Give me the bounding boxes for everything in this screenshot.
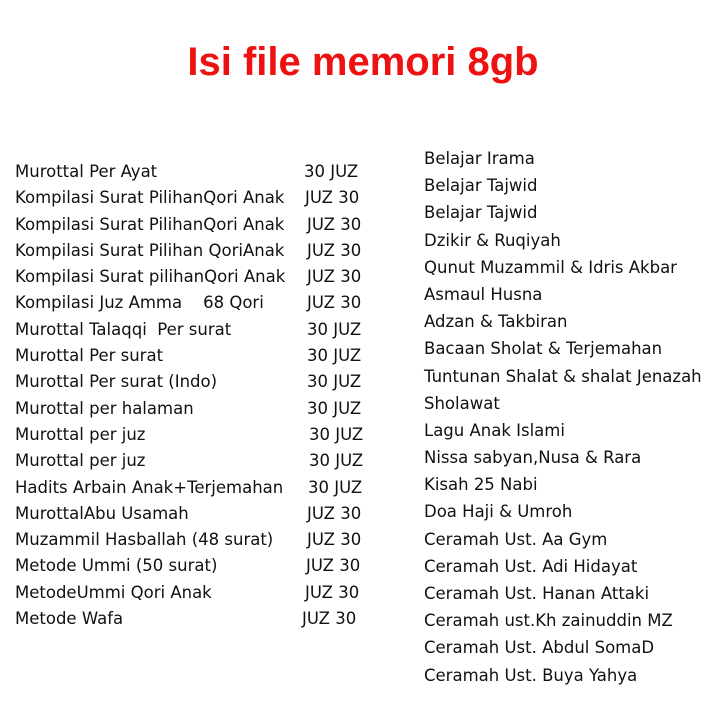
list-item	[15, 343, 395, 369]
list-item	[15, 159, 395, 185]
item-juz: 30 JUZ	[307, 372, 362, 392]
list-item: Asmaul Husna	[424, 284, 543, 304]
item-juz: 30 JUZ	[309, 424, 364, 444]
item-juz: 30 JUZ	[309, 451, 364, 471]
list-item	[15, 264, 395, 290]
list-item	[15, 422, 395, 448]
list-item: Belajar Tajwid	[424, 203, 538, 223]
list-item: Kisah 25 Nabi	[424, 475, 538, 495]
list-item	[15, 238, 395, 264]
item-name: Murottal Per Ayat	[15, 162, 158, 181]
list-item: Ceramah Ust. Buya Yahya	[424, 665, 638, 685]
murottal-list	[15, 159, 395, 632]
item-name: Murottal per juz	[15, 451, 146, 471]
item-name: Metode Wafa	[15, 609, 124, 629]
list-item: Sholawat	[424, 393, 500, 413]
item-juz: JUZ 30	[307, 293, 362, 313]
list-item: Belajar Tajwid	[424, 176, 538, 196]
item-juz: 30 JUZ	[307, 346, 362, 366]
list-item	[15, 606, 395, 632]
item-juz: 30 JUZ	[307, 398, 362, 418]
list-item: Ceramah Ust. Adi Hidayat	[424, 556, 638, 576]
list-item	[15, 448, 395, 474]
list-item	[15, 185, 395, 211]
item-name: Murottal Per surat (Indo)	[15, 372, 218, 392]
list-item: Ceramah Ust. Abdul SomaD	[424, 638, 655, 658]
item-juz: JUZ 30	[307, 240, 362, 260]
list-item	[15, 475, 395, 501]
item-juz: 30 JUZ	[304, 162, 359, 181]
item-juz: JUZ 30	[307, 503, 362, 523]
list-item: Belajar Irama	[424, 149, 535, 168]
item-name: Murottal Talaqqi Per surat	[15, 319, 232, 339]
list-item: Ceramah Ust. Aa Gym	[424, 529, 608, 549]
list-item: Ceramah ust.Kh zainuddin MZ	[424, 611, 673, 631]
item-juz: JUZ 30	[307, 267, 362, 287]
list-item	[15, 317, 395, 343]
item-name: MurottalAbu Usamah	[15, 503, 189, 523]
list-item	[15, 396, 395, 422]
page-title: Isi file memori 8gb	[187, 40, 539, 84]
item-name: Kompilasi Surat Pilihan QoriAnak	[15, 240, 285, 260]
item-juz: JUZ 30	[307, 214, 362, 234]
list-item	[15, 580, 395, 606]
item-name: Hadits Arbain Anak+Terjemahan	[15, 477, 284, 497]
item-juz: JUZ 30	[305, 188, 360, 208]
list-item: Qunut Muzammil & Idris Akbar	[424, 257, 677, 277]
item-name: MetodeUmmi Qori Anak	[15, 582, 212, 602]
list-item: Ceramah Ust. Hanan Attaki	[424, 584, 650, 603]
list-item: Adzan & Takbiran	[424, 312, 568, 332]
item-name: Murottal per halaman	[15, 398, 194, 418]
item-juz: 30 JUZ	[308, 477, 363, 497]
item-juz: 30 JUZ	[307, 319, 362, 339]
item-juz: JUZ 30	[307, 530, 362, 550]
item-name: Metode Ummi (50 surat)	[15, 556, 218, 576]
item-name: Kompilasi Surat pilihanQori Anak	[15, 267, 286, 287]
item-name: Murottal Per surat	[15, 346, 164, 366]
list-item	[15, 527, 395, 553]
list-item	[15, 369, 395, 395]
item-name: Kompilasi Surat PilihanQori Anak	[15, 214, 285, 234]
list-item	[15, 501, 395, 527]
content-list	[424, 145, 724, 689]
list-item: Nissa sabyan,Nusa & Rara	[424, 448, 642, 468]
item-juz: JUZ 30	[306, 556, 361, 576]
list-item: Doa Haji & Umroh	[424, 502, 573, 522]
list-item	[15, 553, 395, 579]
list-item	[15, 212, 395, 238]
item-name: Kompilasi Juz Amma 68 Qori	[15, 293, 264, 313]
item-name: Muzammil Hasballah (48 surat)	[15, 530, 274, 550]
list-item	[15, 290, 395, 316]
item-juz: JUZ 30	[305, 582, 360, 602]
list-item: Lagu Anak Islami	[424, 420, 565, 440]
item-juz: JUZ 30	[302, 609, 357, 629]
item-name: Murottal per juz	[15, 424, 146, 444]
item-name: Kompilasi Surat PilihanQori Anak	[15, 188, 285, 208]
list-item: Bacaan Sholat & Terjemahan	[424, 339, 663, 359]
list-item: Tuntunan Shalat & shalat Jenazah	[424, 366, 702, 386]
list-item: Dzikir & Ruqiyah	[424, 230, 561, 250]
